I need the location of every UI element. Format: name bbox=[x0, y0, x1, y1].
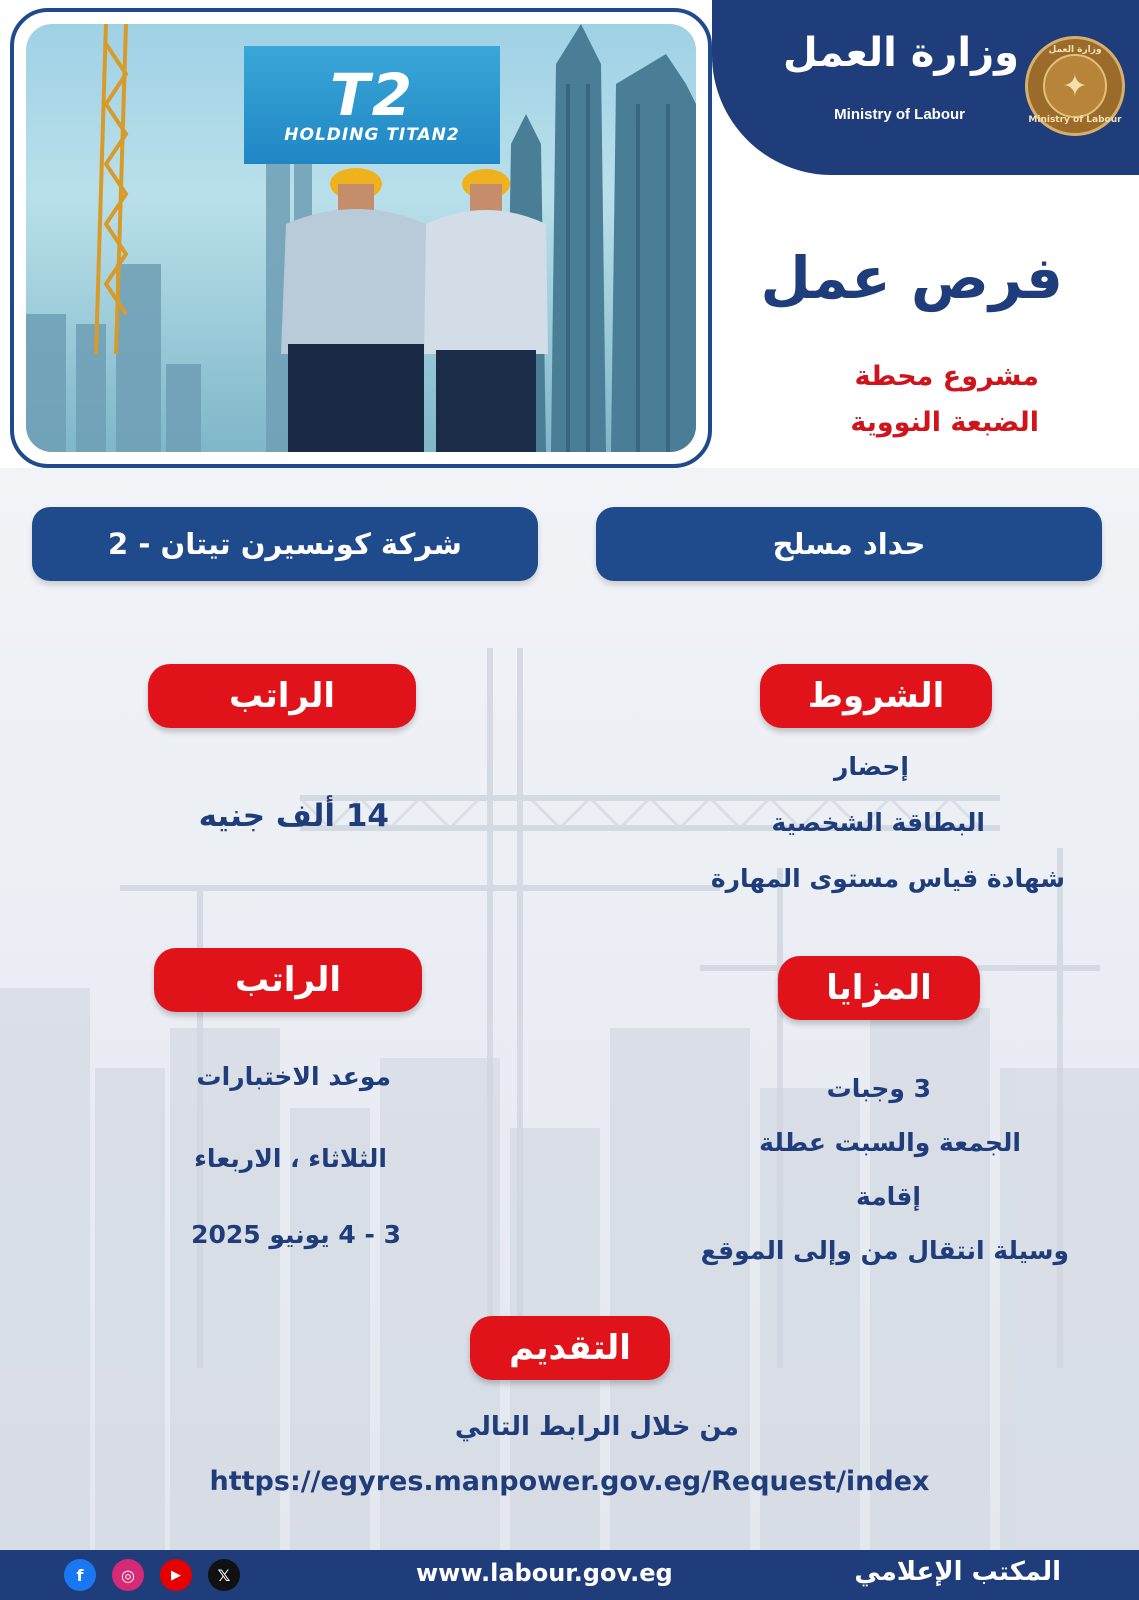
condition-item: البطاقة الشخصية bbox=[771, 808, 985, 837]
tests-item: موعد الاختبارات bbox=[196, 1062, 391, 1091]
emblem-text-en: Ministry of Labour bbox=[1028, 115, 1122, 125]
x-icon[interactable]: 𝕏 bbox=[208, 1559, 240, 1591]
ministry-emblem-icon bbox=[1025, 36, 1125, 136]
eagle-icon: ✦ bbox=[1043, 54, 1107, 118]
t2-company-logo bbox=[244, 46, 500, 164]
youtube-icon[interactable]: ▶ bbox=[160, 1559, 192, 1591]
benefit-item: 3 وجبات bbox=[826, 1074, 931, 1103]
apply-url-link[interactable]: https://egyres.manpower.gov.eg/Request/index bbox=[209, 1466, 930, 1497]
project-subtitle bbox=[709, 354, 1039, 446]
ministry-name-ar: وزارة العمل bbox=[783, 30, 1019, 76]
apply-text: من خلال الرابط التالي bbox=[454, 1412, 739, 1442]
instagram-icon[interactable]: ◎ bbox=[112, 1559, 144, 1591]
benefit-item: وسيلة انتقال من وإلى الموقع bbox=[700, 1236, 1069, 1265]
tests-date: 3 - 4 يونيو 2025 bbox=[191, 1220, 401, 1249]
hero-photo-frame bbox=[10, 8, 712, 468]
job-title-pill: حداد مسلح bbox=[596, 507, 1102, 581]
conditions-label: الشروط bbox=[760, 664, 992, 728]
salary-value: 14 ألف جنيه bbox=[198, 798, 389, 834]
website-link[interactable]: www.labour.gov.eg bbox=[416, 1559, 673, 1587]
benefits-label: المزايا bbox=[778, 956, 980, 1020]
ministry-header bbox=[712, 0, 1139, 175]
tests-label: الراتب bbox=[154, 948, 422, 1012]
condition-item: إحضار bbox=[834, 752, 909, 781]
logo-mark: T2 bbox=[330, 61, 414, 129]
company-pill: شركة كونسيرن تيتان - 2 bbox=[32, 507, 538, 581]
emblem-text-ar: وزارة العمل bbox=[1048, 45, 1102, 55]
condition-item: شهادة قياس مستوى المهارة bbox=[710, 864, 1065, 893]
media-office-label: المكتب الإعلامي bbox=[854, 1557, 1061, 1587]
benefit-item: إقامة bbox=[856, 1182, 921, 1211]
salary-label: الراتب bbox=[148, 664, 416, 728]
facebook-icon[interactable]: f bbox=[64, 1559, 96, 1591]
hero-photo bbox=[26, 24, 696, 452]
benefit-item: الجمعة والسبت عطلة bbox=[759, 1128, 1021, 1157]
tests-item: الثلاثاء ، الاربعاء bbox=[194, 1144, 387, 1173]
footer-bar bbox=[0, 1550, 1139, 1600]
subtitle-line: مشروع محطة bbox=[854, 361, 1039, 392]
ministry-name-en: Ministry of Labour bbox=[834, 106, 965, 123]
page-title: فرص عمل bbox=[760, 244, 1063, 312]
apply-label: التقديم bbox=[470, 1316, 670, 1380]
subtitle-line: الضبعة النووية bbox=[850, 407, 1039, 438]
logo-text: HOLDING TITAN2 bbox=[284, 125, 460, 145]
